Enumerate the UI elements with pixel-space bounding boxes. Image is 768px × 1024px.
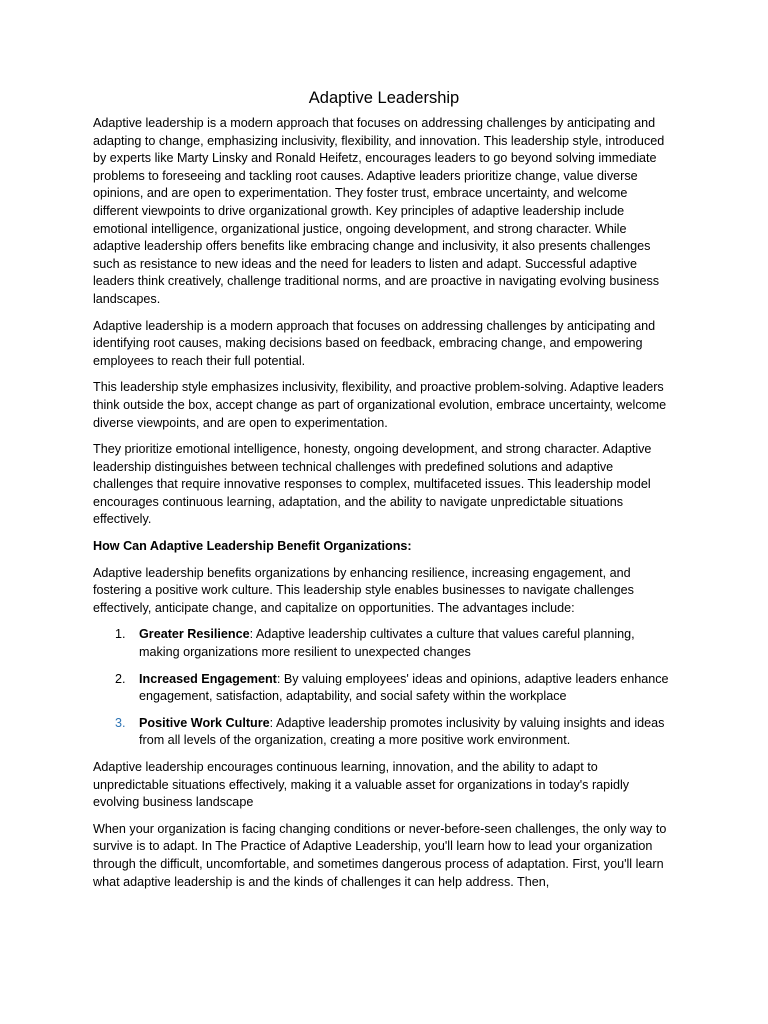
- document-page: [93, 86, 675, 900]
- list-item-text: : By valuing employees' ideas and opinions, adaptive leaders enhance engagement, satisfaction, adaptability, and social safety within the workplace: [139, 671, 669, 704]
- list-number: 3.: [115, 715, 126, 730]
- advantages-list: [93, 626, 675, 750]
- document-title: Adaptive Leadership: [308, 89, 460, 107]
- list-item-increased-engagement: [93, 671, 675, 706]
- style-paragraph: This leadership style emphasizes inclusivity, flexibility, and proactive problem-solving. Adaptive leaders think outside the box, accept change as part of organizational evolution, embrace uncertainty, welcome diverse viewpoints, and are open to experimentation.: [93, 380, 667, 430]
- priorities-paragraph: They prioritize emotional intelligence, honesty, ongoing development, and strong character. Adaptive leadership distinguishes between technical challenges with predefined solutions and adaptive challenges that require innovative responses to complex, multifaceted issues. This leadership model encourages continuous learning, adaptation, and the ability to navigate unpredictable situations effectively.: [93, 442, 652, 527]
- list-number: 2.: [115, 671, 126, 686]
- intro-paragraph: Adaptive leadership is a modern approach that focuses on addressing challenges by anticipating and adapting to change, emphasizing inclusivity, flexibility, and innovation. This leadership style, introduced by experts like Marty Linsky and Ronald Heifetz, encourages leaders to go beyond solving immediate problems to foreseeing and tackling root causes. Adaptive leaders prioritize change, value diverse opinions, and are open to experimentation. They foster trust, embrace uncertainty, and welcome different viewpoints to drive organizational growth. Key principles of adaptive leadership include emotional intelligence, organizational justice, ongoing development, and strong character. While adaptive leadership offers benefits like embracing change and inclusivity, it also presents challenges such as resistance to new ideas and the need for leaders to listen and adapt. Successful adaptive leaders think creatively, challenge traditional norms, and are proactive in navigating evolving business landscapes.: [93, 116, 665, 306]
- practice-paragraph: When your organization is facing changing conditions or never-before-seen challenges, the only way to survive is to adapt. In The Practice of Adaptive Leadership, you'll learn how to lead your organization through the difficult, uncomfortable, and sometimes dangerous process of adaptation. First, you'll learn what adaptive leadership is and the kinds of challenges it can help address. Then,: [93, 821, 667, 889]
- section-heading: How Can Adaptive Leadership Benefit Organizations:: [93, 539, 412, 554]
- list-item-term: Greater Resilience: [139, 627, 250, 642]
- list-item-greater-resilience: [93, 626, 675, 661]
- list-item-text: : Adaptive leadership cultivates a culture that values careful planning, making organizations more resilient to unexpected changes: [139, 627, 635, 660]
- list-item-positive-work-culture: [93, 715, 675, 750]
- list-item-text: : Adaptive leadership promotes inclusivity by valuing insights and ideas from all levels of the organization, creating a more positive work environment.: [139, 715, 665, 748]
- list-number: 1.: [115, 627, 126, 642]
- definition-paragraph: Adaptive leadership is a modern approach that focuses on addressing challenges by anticipating and identifying root causes, making decisions based on feedback, embracing change, and empowering employees to reach their full potential.: [93, 318, 656, 368]
- conclusion-paragraph: Adaptive leadership encourages continuous learning, innovation, and the ability to adapt to unpredictable situations effectively, making it a valuable asset for organizations in today's rapidly evolving business landscape: [93, 760, 630, 810]
- list-item-term: Increased Engagement: [139, 671, 277, 686]
- section-intro-paragraph: Adaptive leadership benefits organizations by enhancing resilience, increasing engagement, and fostering a positive work culture. This leadership style enables businesses to navigate challenges effectively, anticipate change, and capitalize on opportunities. The advantages include:: [93, 565, 634, 615]
- list-item-term: Positive Work Culture: [139, 715, 270, 730]
